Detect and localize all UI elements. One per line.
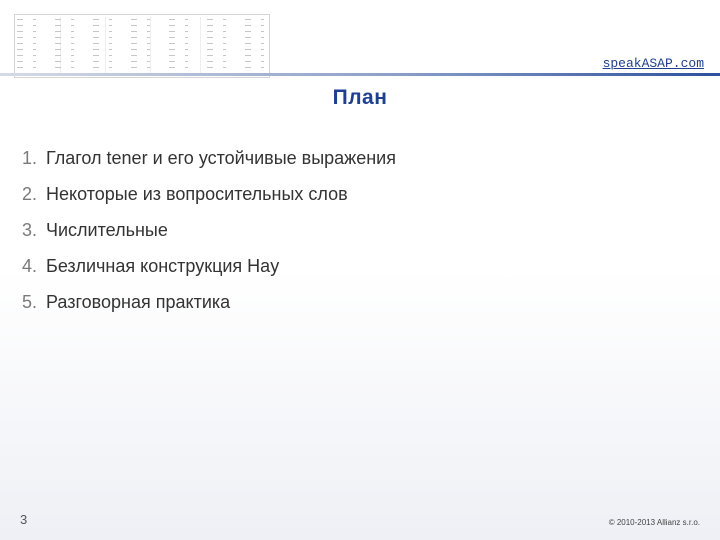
- agenda-item: [22, 184, 396, 220]
- agenda-text: Числительные: [46, 220, 168, 240]
- table-row: [17, 31, 267, 32]
- agenda-text: Некоторые из вопросительных слов: [46, 184, 348, 204]
- table-row: [17, 19, 267, 20]
- agenda-text: Разговорная практика: [46, 292, 231, 312]
- header-rule: [0, 73, 720, 76]
- table-row: [17, 67, 267, 68]
- table-row: [17, 61, 267, 62]
- agenda-item: [22, 148, 396, 184]
- copyright-text: © 2010-2013 Allianz s.r.o.: [608, 518, 700, 527]
- agenda-item: [22, 256, 396, 292]
- table-row: [17, 25, 267, 26]
- agenda-text: Безличная конструкция Hay: [46, 256, 280, 276]
- agenda-number: 1.: [22, 148, 38, 168]
- agenda-number: 5.: [22, 292, 38, 312]
- table-row: [17, 49, 267, 50]
- table-row: [17, 55, 267, 56]
- table-row: [17, 37, 267, 38]
- agenda-item: [22, 292, 396, 328]
- agenda-text: Глагол tener и его устойчивые выражения: [46, 148, 396, 168]
- agenda-number: 3.: [22, 220, 38, 240]
- agenda-number: 2.: [22, 184, 38, 204]
- page-number: 3: [20, 512, 28, 527]
- agenda-number: 4.: [22, 256, 38, 276]
- brand-link[interactable]: speakASAP.com: [602, 56, 704, 71]
- table-row: [17, 43, 267, 44]
- table-thumbnail: [14, 14, 270, 78]
- agenda-item: [22, 220, 396, 256]
- agenda-list: [22, 148, 396, 328]
- page-title: План: [332, 86, 388, 109]
